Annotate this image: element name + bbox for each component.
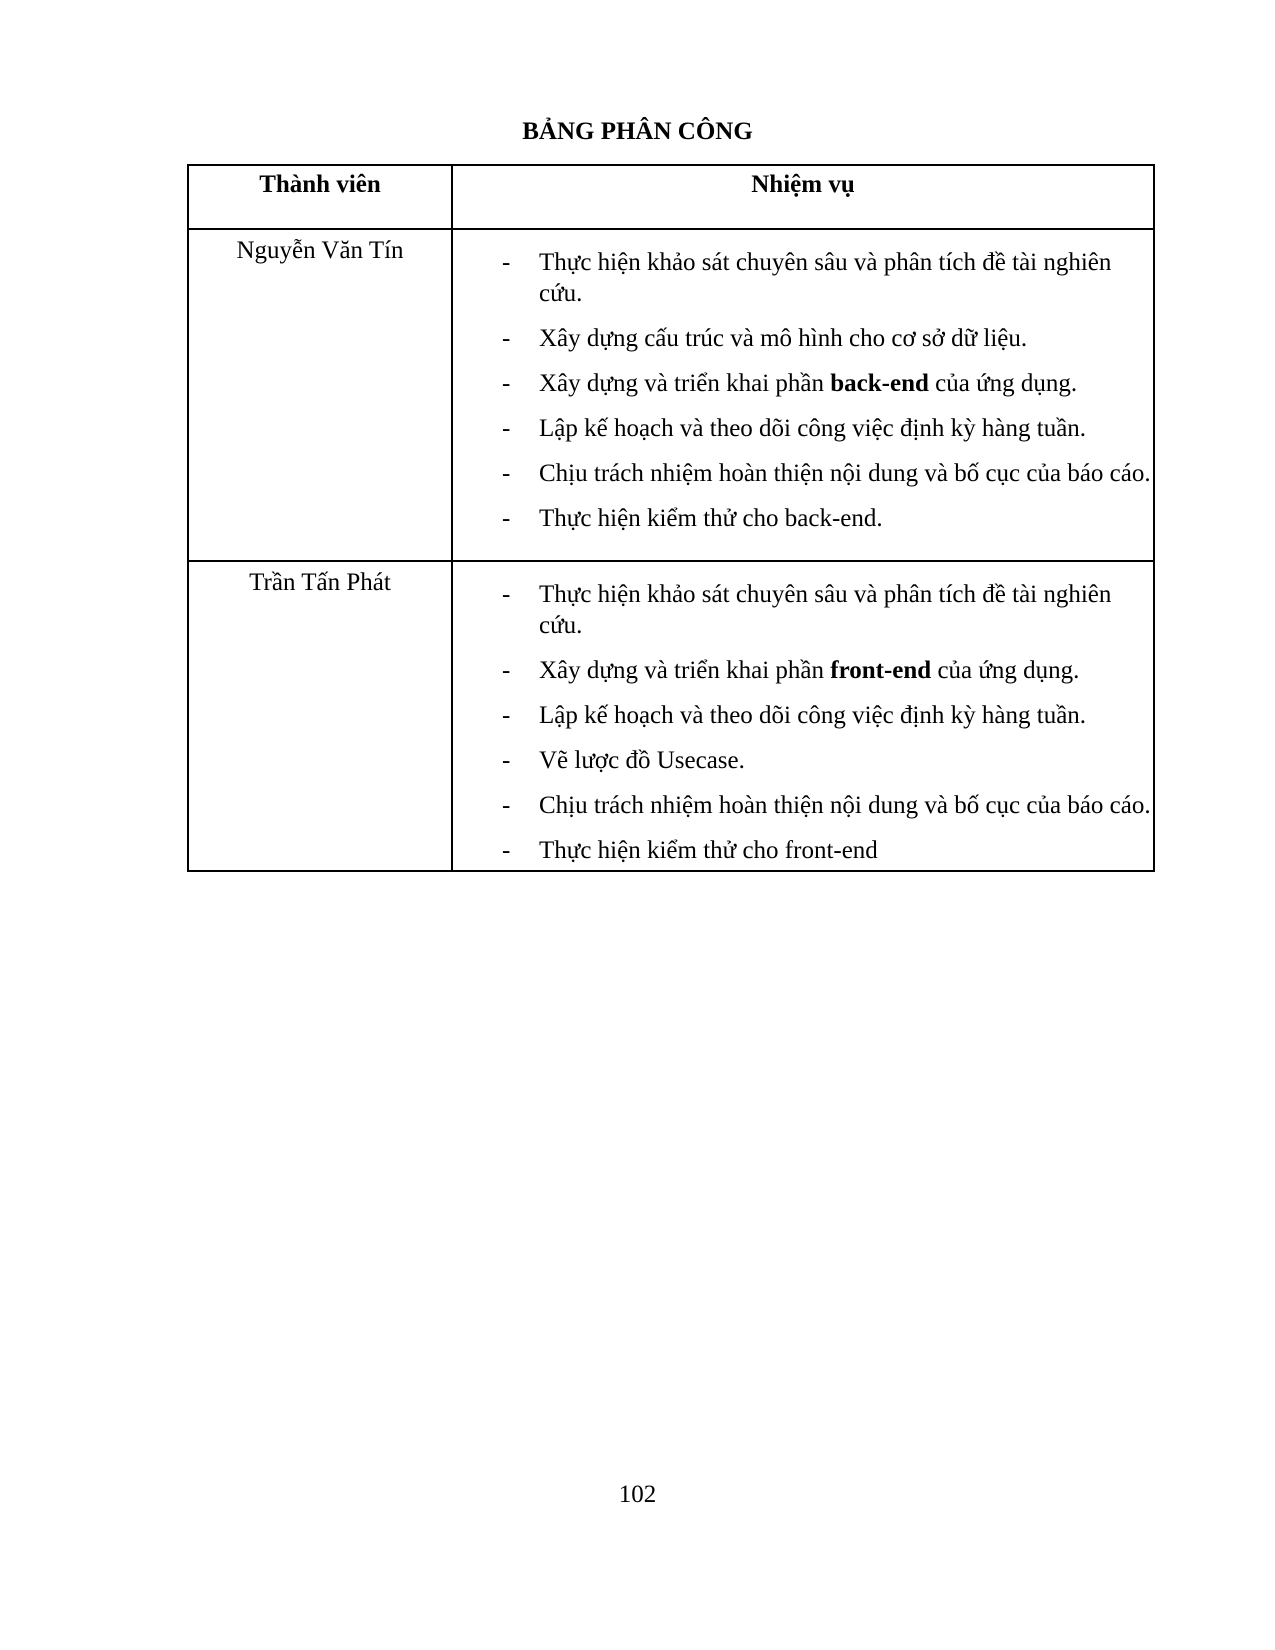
task-text: Vẽ lược đồ Usecase. xyxy=(539,747,745,774)
task-text: Thực hiện khảo sát chuyên sâu và phân tích đề tài nghiên cứu. xyxy=(539,249,1112,307)
task-text: Chịu trách nhiệm hoàn thiện nội dung và bố cục của báo cáo. xyxy=(539,460,1151,487)
bullet-dash: - xyxy=(502,505,511,532)
bullet-dash: - xyxy=(502,792,511,819)
task-cell xyxy=(452,229,1154,561)
table-header-row xyxy=(188,165,1154,229)
bullet-dash: - xyxy=(502,370,511,397)
task-item xyxy=(453,579,1153,641)
bullet-dash: - xyxy=(502,415,511,442)
member-name: Trần Tấn Phát xyxy=(188,561,452,871)
task-item xyxy=(453,655,1153,686)
task-text: Thực hiện khảo sát chuyên sâu và phân tích đề tài nghiên cứu. xyxy=(539,581,1112,639)
task-text: Xây dựng và triển khai phần xyxy=(539,370,831,397)
task-item xyxy=(453,700,1153,731)
page-number: 102 xyxy=(618,1481,657,1508)
task-item xyxy=(453,247,1153,309)
task-text-tail: của ứng dụng. xyxy=(928,370,1078,397)
task-text: Xây dựng cấu trúc và mô hình cho cơ sở dữ liệu. xyxy=(539,325,1028,352)
bullet-dash: - xyxy=(502,249,511,276)
task-item xyxy=(453,413,1153,444)
task-text: Lập kế hoạch và theo dõi công việc định kỳ hàng tuần. xyxy=(539,702,1087,729)
table-row xyxy=(188,229,1154,561)
task-text: Thực hiện kiểm thử cho back-end. xyxy=(539,505,883,532)
task-list xyxy=(453,230,1153,560)
task-item xyxy=(453,368,1153,399)
task-text: Chịu trách nhiệm hoàn thiện nội dung và bố cục của báo cáo. xyxy=(539,792,1151,819)
task-text-tail: của ứng dụng. xyxy=(931,657,1080,684)
page-title: BẢNG PHÂN CÔNG xyxy=(522,118,753,145)
task-cell xyxy=(452,561,1154,871)
assignment-table xyxy=(187,164,1155,872)
task-item xyxy=(453,745,1153,776)
task-item xyxy=(453,458,1153,489)
bullet-dash: - xyxy=(502,581,511,608)
bullet-dash: - xyxy=(502,747,511,774)
bullet-dash: - xyxy=(502,325,511,352)
header-member: Thành viên xyxy=(188,165,452,229)
bullet-dash: - xyxy=(502,702,511,729)
task-text-bold: front-end xyxy=(830,657,932,684)
task-item xyxy=(453,835,1153,866)
bullet-dash: - xyxy=(502,837,511,864)
task-text: Thực hiện kiểm thử cho front-end xyxy=(539,837,878,864)
task-item xyxy=(453,790,1153,821)
task-text-bold: back-end xyxy=(830,370,929,397)
task-item xyxy=(453,503,1153,534)
task-text: Lập kế hoạch và theo dõi công việc định kỳ hàng tuần. xyxy=(539,415,1087,442)
task-item xyxy=(453,323,1153,354)
table-row xyxy=(188,561,1154,871)
header-tasks: Nhiệm vụ xyxy=(452,165,1154,229)
task-list xyxy=(453,562,1153,870)
bullet-dash: - xyxy=(502,657,511,684)
task-text: Xây dựng và triển khai phần xyxy=(539,657,831,684)
member-name: Nguyễn Văn Tín xyxy=(188,229,452,561)
bullet-dash: - xyxy=(502,460,511,487)
